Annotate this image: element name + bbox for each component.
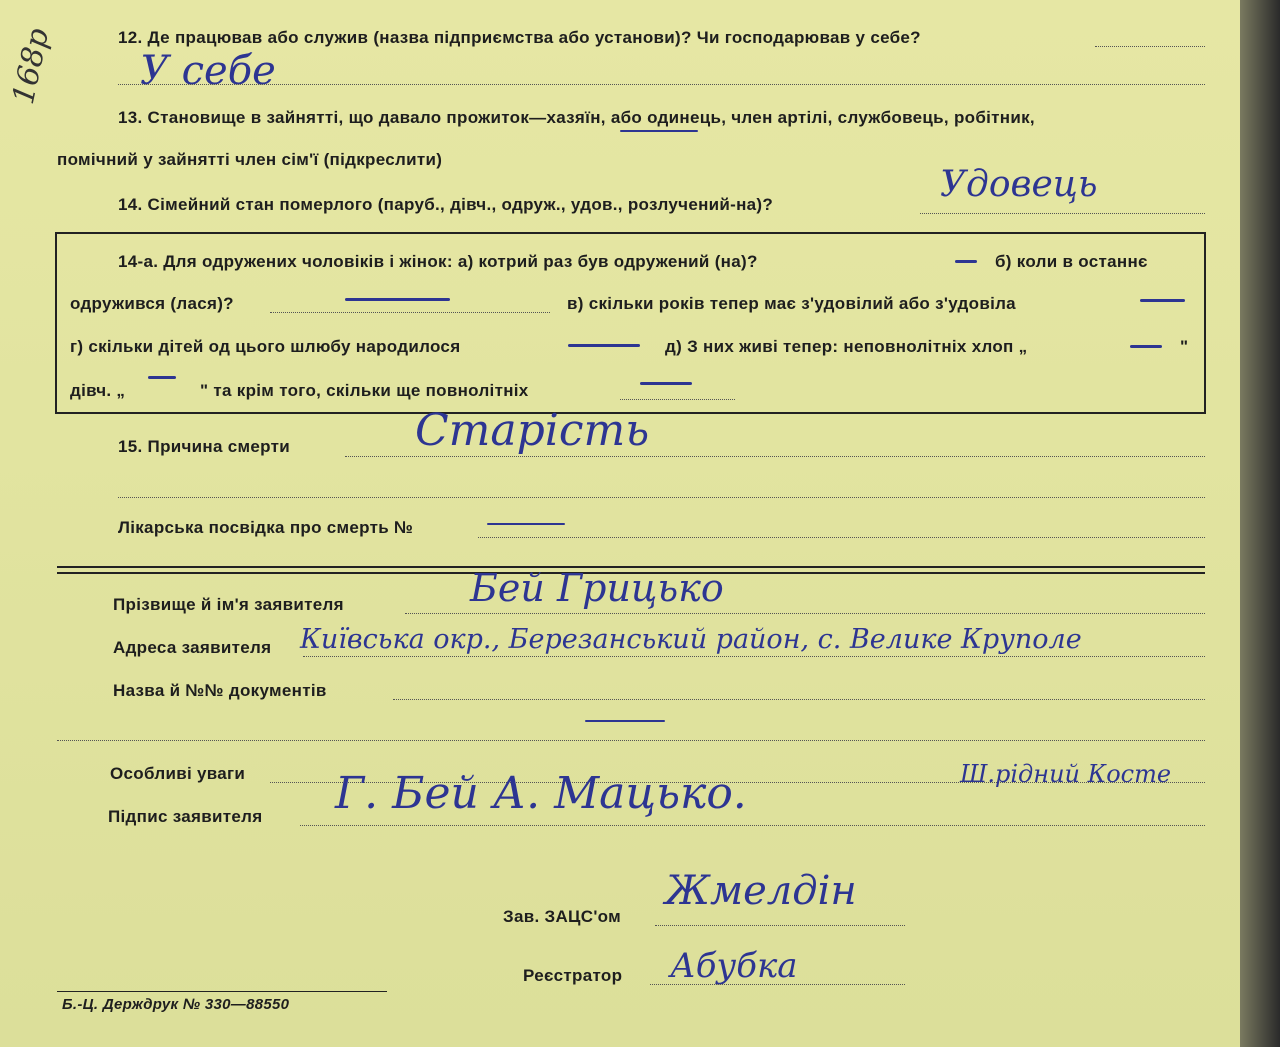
q14a-a-answer-dash xyxy=(955,260,977,263)
q14a-line1-b: б) коли в останнє xyxy=(995,252,1148,271)
q15-answer-line xyxy=(345,456,1205,457)
q14a-line3-b: д) З них живі тепер: неповнолітніх хлоп „ xyxy=(665,337,1028,356)
q12-line-end xyxy=(1095,46,1205,47)
q14a-b-line xyxy=(270,312,550,313)
applicant-docs-line xyxy=(393,699,1205,700)
q14a-d-boys-dash xyxy=(1130,345,1162,348)
q13-line2: помічний у зайнятті член сім'ї (підкреслити) xyxy=(57,150,443,169)
applicant-docs-label: Назва й №№ документів xyxy=(113,681,327,700)
q14a-line2-a: одружився (лася)? xyxy=(70,294,234,313)
applicant-notes-label: Особливі уваги xyxy=(110,764,246,783)
head-signature: Жмелдін xyxy=(665,868,857,914)
applicant-name-label: Прізвище й ім'я заявителя xyxy=(113,595,344,614)
q14a-line4-a: дівч. „ xyxy=(70,381,126,400)
q12-answer: У себе xyxy=(140,48,276,94)
q12-answer-line xyxy=(118,84,1205,85)
applicant-sign-line xyxy=(300,825,1205,826)
q14a-line1-a: 14-а. Для одружених чоловіків і жінок: а) котрий раз був одружений (на)? xyxy=(118,252,758,271)
applicant-docs-dash xyxy=(585,720,665,722)
registrar-label: Реєстратор xyxy=(523,966,623,985)
page-edge-shadow xyxy=(1240,0,1280,1047)
q14-answer-line xyxy=(920,213,1205,214)
applicant-address-value: Київська окр., Березанський район, с. Велике Круполе xyxy=(300,624,1082,655)
q15-answer-line-2 xyxy=(118,497,1205,498)
q14a-b-answer-dash xyxy=(345,298,450,301)
q14a-line3-c: " xyxy=(1180,337,1189,356)
applicant-address-line xyxy=(303,656,1205,657)
q14-label: 14. Сімейний стан померлого (паруб., дівч., одруж., удов., розлучений-на)? xyxy=(118,195,774,214)
registrar-signature: Абубка xyxy=(670,946,798,986)
q15-label: 15. Причина смерти xyxy=(118,437,290,456)
printer-imprint: Б.-Ц. Держдрук № 330—88550 xyxy=(62,996,290,1013)
q14a-line2-b: в) скільки років тепер має з'удовілий або з'удовіла xyxy=(567,294,1016,313)
q13-underline-hazyain xyxy=(620,130,698,132)
q14a-adults-line xyxy=(620,399,735,400)
q14a-line4-b: " та крім того, скільки ще повнолітніх xyxy=(200,381,529,400)
applicant-notes-extra: Ш.рідний Косте xyxy=(960,760,1172,788)
medical-label: Лікарська посвідка про смерть № xyxy=(118,518,414,537)
footer-rule xyxy=(57,991,387,992)
q14a-line3-a: г) скільки дітей од цього шлюбу народилося xyxy=(70,337,461,356)
registrar-sign-line xyxy=(650,984,905,985)
q12-label: 12. Де працював або служив (назва підприємства або установи)? Чи господарював у себе? xyxy=(118,28,921,47)
q14a-adults-dash xyxy=(640,382,692,385)
page-number-handwritten: 168р xyxy=(6,25,57,108)
q14-answer: Удовець xyxy=(940,164,1098,205)
q14a-g-answer-dash xyxy=(568,344,640,347)
applicant-address-label: Адреса заявителя xyxy=(113,638,272,657)
medical-line xyxy=(478,537,1205,538)
applicant-sign-label: Підпис заявителя xyxy=(108,807,263,826)
applicant-signature: Г. Бей А. Мацько. xyxy=(335,768,747,819)
applicant-docs-line-2 xyxy=(57,740,1205,741)
medical-answer-dash xyxy=(487,523,565,525)
q15-answer: Старість xyxy=(415,405,650,456)
head-sign-line xyxy=(655,925,905,926)
q14a-v-answer-dash xyxy=(1140,299,1185,302)
applicant-name-value: Бей Грицько xyxy=(470,566,724,610)
q14a-girls-dash xyxy=(148,376,176,379)
head-label: Зав. ЗАЦС'ом xyxy=(503,907,622,926)
q13-line1: 13. Становище в зайнятті, що давало прожиток—хазяїн, або одинець, член артілі, службовець, робітник, xyxy=(118,108,1035,127)
applicant-name-line xyxy=(405,613,1205,614)
